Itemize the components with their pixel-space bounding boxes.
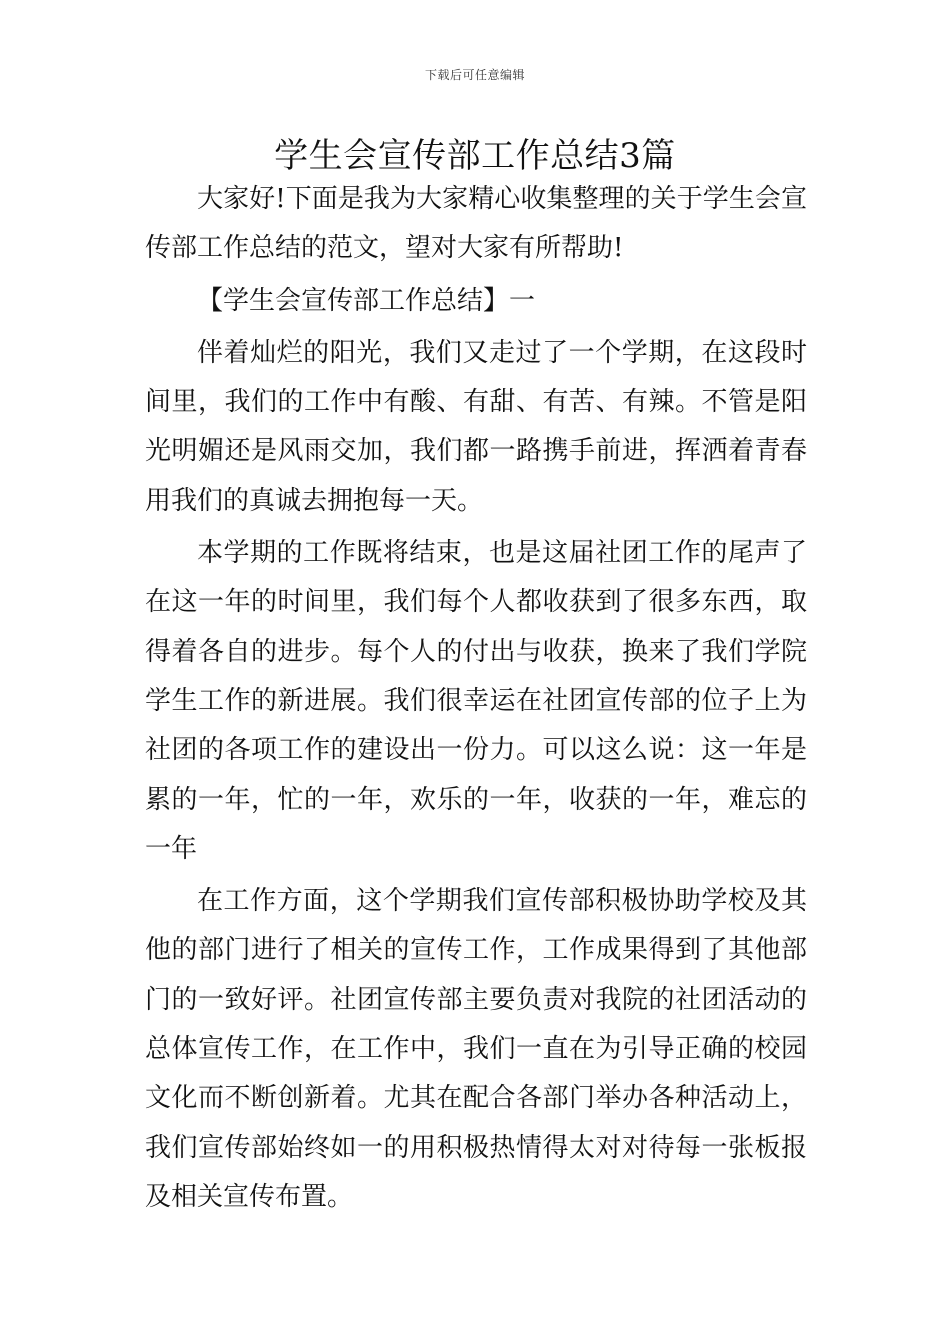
intro-paragraph: 大家好!下面是我为大家精心收集整理的关于学生会宣传部工作总结的范文，望对大家有所帮助! bbox=[145, 184, 807, 264]
header-note: 下载后可任意编辑 bbox=[424, 68, 525, 82]
document-body bbox=[145, 175, 807, 1225]
body-paragraph: 本学期的工作既将结束，也是这届社团工作的尾声了在这一年的时间里，我们每个人都收获到了很多东西，取得着各自的进步。每个人的付出与收获，换来了我们学院学生工作的新进展。我们很幸运在社团宣传部的位子上为社团的各项工作的建设出一份力。可以这么说：这一年是累的一年，忙的一年，欢乐的一年，收获的一年，难忘的一年 bbox=[145, 538, 807, 864]
section-heading: 【学生会宣传部工作总结】一 bbox=[197, 285, 536, 316]
document-title: 学生会宣传部工作总结3篇 bbox=[274, 136, 676, 176]
body-paragraph: 在工作方面，这个学期我们宣传部积极协助学校及其他的部门进行了相关的宣传工作，工作成果得到了其他部门的一致好评。社团宣传部主要负责对我院的社团活动的总体宣传工作，在工作中，我们一直在为引导正确的校园文化而不断创新着。尤其在配合各部门举办各种活动上，我们宣传部始终如一的用积极热情得太对对待每一张板报及相关宣传布置。 bbox=[145, 886, 807, 1212]
body-paragraph: 伴着灿烂的阳光，我们又走过了一个学期，在这段时间里，我们的工作中有酸、有甜、有苦、有辣。不管是阳光明媚还是风雨交加，我们都一路携手前进，挥洒着青春用我们的真诚去拥抱每一天。 bbox=[145, 337, 807, 516]
